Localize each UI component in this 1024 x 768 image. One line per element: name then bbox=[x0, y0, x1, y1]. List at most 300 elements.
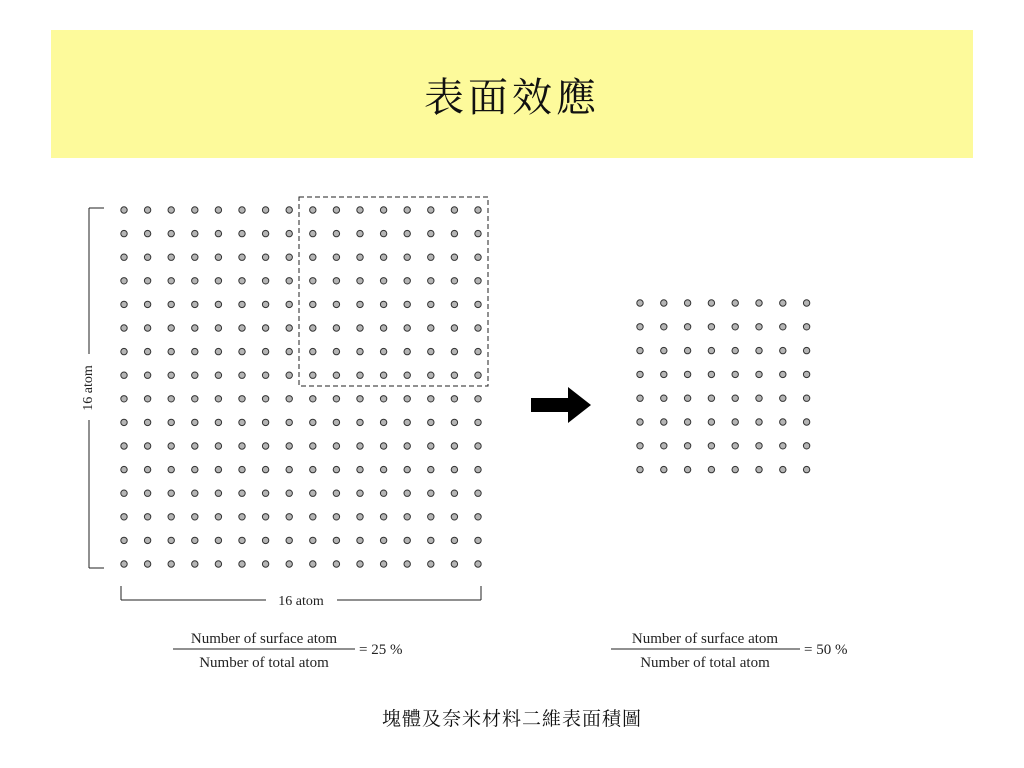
bulk-atom bbox=[144, 490, 150, 496]
nano-atom bbox=[637, 324, 643, 330]
bulk-atom bbox=[475, 372, 481, 378]
bulk-atom bbox=[192, 490, 198, 496]
bulk-atom bbox=[168, 230, 174, 236]
bulk-atom bbox=[144, 325, 150, 331]
bulk-atom bbox=[168, 278, 174, 284]
bulk-atom bbox=[333, 372, 339, 378]
bulk-atom bbox=[310, 278, 316, 284]
bulk-atom bbox=[286, 254, 292, 260]
bulk-atom bbox=[144, 207, 150, 213]
bulk-atom bbox=[333, 348, 339, 354]
width-bracket bbox=[121, 586, 481, 609]
bulk-atom bbox=[428, 254, 434, 260]
bulk-atom bbox=[310, 230, 316, 236]
bulk-atom bbox=[404, 561, 410, 567]
bulk-atom bbox=[475, 396, 481, 402]
bulk-atom bbox=[168, 325, 174, 331]
nano-atom bbox=[780, 466, 786, 472]
bulk-atom bbox=[428, 325, 434, 331]
bulk-atom bbox=[262, 561, 268, 567]
nano-atom bbox=[732, 300, 738, 306]
figure-caption: 塊體及奈米材料二維表面積圖 bbox=[381, 708, 642, 730]
bulk-atom bbox=[192, 443, 198, 449]
bulk-atom bbox=[215, 325, 221, 331]
bulk-atom bbox=[192, 419, 198, 425]
bulk-atom bbox=[192, 301, 198, 307]
bulk-atom bbox=[404, 230, 410, 236]
bulk-atom bbox=[262, 325, 268, 331]
bulk-atom bbox=[404, 254, 410, 260]
nano-denominator: Number of total atom bbox=[640, 655, 770, 671]
bulk-atom bbox=[215, 419, 221, 425]
nano-atom bbox=[708, 395, 714, 401]
bulk-atom bbox=[286, 230, 292, 236]
bulk-atom bbox=[192, 278, 198, 284]
bulk-atom bbox=[380, 325, 386, 331]
nano-atom bbox=[803, 347, 809, 353]
bulk-atom bbox=[262, 443, 268, 449]
bulk-atom bbox=[428, 278, 434, 284]
bulk-atom bbox=[121, 254, 127, 260]
nano-atom bbox=[708, 443, 714, 449]
bulk-atom bbox=[262, 230, 268, 236]
nano-atom bbox=[708, 371, 714, 377]
bulk-atom bbox=[333, 443, 339, 449]
bulk-atom bbox=[475, 207, 481, 213]
bulk-atom bbox=[428, 466, 434, 472]
nano-atom bbox=[756, 419, 762, 425]
bulk-atom bbox=[310, 207, 316, 213]
bulk-atom bbox=[333, 514, 339, 520]
bulk-atom bbox=[121, 348, 127, 354]
bulk-atom bbox=[215, 537, 221, 543]
nano-atom bbox=[684, 347, 690, 353]
bulk-atom bbox=[357, 230, 363, 236]
nano-atom-grid bbox=[637, 300, 810, 473]
bulk-atom bbox=[357, 443, 363, 449]
bulk-atom bbox=[168, 207, 174, 213]
bulk-atom bbox=[144, 348, 150, 354]
bulk-atom bbox=[475, 301, 481, 307]
nano-atom bbox=[780, 300, 786, 306]
bulk-atom bbox=[215, 396, 221, 402]
nano-atom bbox=[661, 347, 667, 353]
bulk-atom bbox=[380, 348, 386, 354]
bulk-atom bbox=[192, 348, 198, 354]
bulk-atom bbox=[404, 348, 410, 354]
bulk-atom bbox=[262, 396, 268, 402]
bulk-atom bbox=[451, 561, 457, 567]
bulk-atom bbox=[404, 396, 410, 402]
bulk-atom bbox=[144, 396, 150, 402]
bulk-atom bbox=[168, 490, 174, 496]
bulk-atom bbox=[357, 466, 363, 472]
bulk-atom bbox=[121, 514, 127, 520]
bulk-atom bbox=[168, 537, 174, 543]
bulk-atom bbox=[121, 466, 127, 472]
bulk-atom bbox=[333, 230, 339, 236]
bulk-atom bbox=[215, 301, 221, 307]
bulk-atom bbox=[333, 207, 339, 213]
bulk-atom bbox=[333, 466, 339, 472]
nano-atom bbox=[637, 347, 643, 353]
nano-atom bbox=[756, 443, 762, 449]
bulk-atom bbox=[428, 514, 434, 520]
bulk-atom bbox=[451, 419, 457, 425]
bulk-atom bbox=[286, 443, 292, 449]
nano-atom bbox=[637, 466, 643, 472]
bulk-atom bbox=[380, 514, 386, 520]
bulk-atom bbox=[286, 419, 292, 425]
bulk-atom bbox=[286, 372, 292, 378]
bulk-atom bbox=[475, 514, 481, 520]
bulk-atom bbox=[192, 325, 198, 331]
bulk-atom bbox=[121, 443, 127, 449]
bulk-atom bbox=[144, 301, 150, 307]
nano-atom bbox=[637, 300, 643, 306]
bulk-atom bbox=[286, 207, 292, 213]
bulk-atom bbox=[121, 207, 127, 213]
bulk-atom bbox=[357, 537, 363, 543]
bulk-result: = 25 % bbox=[359, 642, 403, 658]
nano-atom bbox=[780, 324, 786, 330]
bulk-atom bbox=[262, 254, 268, 260]
bulk-atom bbox=[239, 396, 245, 402]
bulk-atom bbox=[451, 396, 457, 402]
bulk-atom bbox=[121, 325, 127, 331]
bulk-atom bbox=[168, 514, 174, 520]
bulk-atom bbox=[380, 490, 386, 496]
bulk-atom bbox=[286, 561, 292, 567]
bulk-atom bbox=[451, 325, 457, 331]
bulk-atom bbox=[144, 419, 150, 425]
bulk-atom bbox=[286, 325, 292, 331]
bulk-numerator: Number of surface atom bbox=[190, 631, 338, 647]
width-label: 16 atom bbox=[278, 594, 324, 609]
bulk-atom bbox=[286, 348, 292, 354]
nano-atom bbox=[661, 371, 667, 377]
bulk-atom bbox=[357, 372, 363, 378]
bulk-atom bbox=[286, 466, 292, 472]
nano-atom bbox=[732, 466, 738, 472]
bulk-atom bbox=[357, 325, 363, 331]
bulk-atom bbox=[357, 490, 363, 496]
bulk-atom bbox=[428, 207, 434, 213]
bulk-atom bbox=[286, 490, 292, 496]
bulk-atom bbox=[380, 254, 386, 260]
bulk-atom bbox=[215, 466, 221, 472]
bulk-atom bbox=[357, 561, 363, 567]
nano-atom bbox=[637, 419, 643, 425]
bulk-atom bbox=[428, 443, 434, 449]
bulk-atom bbox=[121, 278, 127, 284]
bulk-atom bbox=[333, 278, 339, 284]
bulk-atom bbox=[262, 419, 268, 425]
bulk-atom bbox=[121, 230, 127, 236]
nano-atom bbox=[684, 443, 690, 449]
bulk-atom bbox=[144, 254, 150, 260]
bulk-atom bbox=[451, 254, 457, 260]
nano-atom bbox=[756, 395, 762, 401]
nano-result: = 50 % bbox=[804, 642, 848, 658]
bulk-atom bbox=[428, 419, 434, 425]
nano-atom bbox=[708, 324, 714, 330]
bulk-atom bbox=[286, 514, 292, 520]
nano-atom bbox=[684, 371, 690, 377]
nano-atom bbox=[732, 419, 738, 425]
bulk-atom bbox=[239, 325, 245, 331]
bulk-atom bbox=[475, 443, 481, 449]
bulk-atom bbox=[475, 466, 481, 472]
nano-atom bbox=[637, 371, 643, 377]
bulk-atom bbox=[451, 301, 457, 307]
bulk-atom bbox=[215, 372, 221, 378]
bulk-atom bbox=[310, 561, 316, 567]
bulk-denominator: Number of total atom bbox=[199, 655, 329, 671]
bulk-atom bbox=[121, 396, 127, 402]
bulk-atom bbox=[428, 230, 434, 236]
bulk-atom bbox=[357, 254, 363, 260]
bulk-atom bbox=[380, 443, 386, 449]
bulk-atom bbox=[215, 278, 221, 284]
nano-atom bbox=[661, 395, 667, 401]
bulk-atom bbox=[357, 514, 363, 520]
bulk-atom bbox=[168, 443, 174, 449]
right-arrow-icon bbox=[531, 387, 591, 423]
bulk-atom bbox=[239, 466, 245, 472]
bulk-atom bbox=[475, 490, 481, 496]
nano-atom bbox=[756, 466, 762, 472]
bulk-atom bbox=[310, 325, 316, 331]
bulk-atom bbox=[451, 348, 457, 354]
bulk-atom bbox=[121, 419, 127, 425]
bulk-atom bbox=[286, 537, 292, 543]
bulk-atom bbox=[451, 443, 457, 449]
bulk-atom bbox=[451, 207, 457, 213]
nano-atom bbox=[780, 347, 786, 353]
bulk-atom-grid bbox=[121, 207, 481, 567]
nano-atom bbox=[732, 443, 738, 449]
bulk-ratio-equation bbox=[173, 631, 402, 671]
nano-atom bbox=[803, 300, 809, 306]
bulk-atom bbox=[215, 207, 221, 213]
nano-atom bbox=[803, 466, 809, 472]
nano-atom bbox=[756, 371, 762, 377]
bulk-atom bbox=[239, 561, 245, 567]
bulk-atom bbox=[404, 466, 410, 472]
bulk-atom bbox=[380, 561, 386, 567]
bulk-atom bbox=[168, 396, 174, 402]
nano-atom bbox=[756, 347, 762, 353]
height-bracket bbox=[81, 208, 104, 568]
bulk-atom bbox=[380, 537, 386, 543]
nano-atom bbox=[732, 324, 738, 330]
bulk-atom bbox=[310, 372, 316, 378]
bulk-atom bbox=[310, 514, 316, 520]
bulk-atom bbox=[262, 301, 268, 307]
bulk-atom bbox=[239, 348, 245, 354]
bulk-atom bbox=[333, 254, 339, 260]
height-label: 16 atom bbox=[81, 365, 97, 411]
bulk-atom bbox=[239, 254, 245, 260]
bulk-atom bbox=[428, 561, 434, 567]
nano-ratio-equation bbox=[611, 631, 847, 671]
bulk-atom bbox=[380, 372, 386, 378]
bulk-atom bbox=[192, 372, 198, 378]
bulk-atom bbox=[239, 230, 245, 236]
bulk-atom bbox=[144, 278, 150, 284]
nano-atom bbox=[684, 419, 690, 425]
bulk-atom bbox=[475, 537, 481, 543]
bulk-atom bbox=[144, 372, 150, 378]
nano-atom bbox=[803, 371, 809, 377]
bulk-atom bbox=[404, 278, 410, 284]
bulk-atom bbox=[121, 490, 127, 496]
bulk-atom bbox=[239, 419, 245, 425]
bulk-atom bbox=[286, 396, 292, 402]
bulk-atom bbox=[215, 254, 221, 260]
nano-atom bbox=[708, 347, 714, 353]
bulk-atom bbox=[451, 230, 457, 236]
nano-atom bbox=[684, 466, 690, 472]
bulk-atom bbox=[428, 537, 434, 543]
bulk-atom bbox=[380, 419, 386, 425]
bulk-atom bbox=[121, 372, 127, 378]
bulk-atom bbox=[357, 207, 363, 213]
bulk-atom bbox=[192, 537, 198, 543]
bulk-atom bbox=[333, 537, 339, 543]
nano-atom bbox=[780, 419, 786, 425]
bulk-atom bbox=[168, 301, 174, 307]
bulk-atom bbox=[428, 301, 434, 307]
bulk-atom bbox=[144, 514, 150, 520]
bulk-atom bbox=[262, 207, 268, 213]
bulk-atom bbox=[404, 372, 410, 378]
bulk-atom bbox=[310, 490, 316, 496]
bulk-atom bbox=[333, 301, 339, 307]
bulk-atom bbox=[192, 396, 198, 402]
nano-atom bbox=[637, 443, 643, 449]
bulk-atom bbox=[192, 514, 198, 520]
bulk-atom bbox=[428, 396, 434, 402]
bulk-atom bbox=[310, 466, 316, 472]
bulk-atom bbox=[404, 207, 410, 213]
bulk-atom bbox=[333, 419, 339, 425]
bulk-atom bbox=[475, 278, 481, 284]
bulk-atom bbox=[239, 537, 245, 543]
bulk-atom bbox=[310, 254, 316, 260]
bulk-atom bbox=[451, 514, 457, 520]
bulk-atom bbox=[262, 490, 268, 496]
bulk-atom bbox=[144, 561, 150, 567]
bulk-atom bbox=[310, 396, 316, 402]
bulk-atom bbox=[451, 372, 457, 378]
bulk-atom bbox=[357, 419, 363, 425]
nano-atom bbox=[708, 300, 714, 306]
bulk-atom bbox=[380, 466, 386, 472]
bulk-atom bbox=[192, 207, 198, 213]
bulk-atom bbox=[215, 230, 221, 236]
bulk-atom bbox=[404, 301, 410, 307]
bulk-atom bbox=[404, 325, 410, 331]
nano-atom bbox=[803, 395, 809, 401]
bulk-atom bbox=[333, 561, 339, 567]
bulk-atom bbox=[262, 514, 268, 520]
bulk-atom bbox=[475, 230, 481, 236]
bulk-atom bbox=[239, 301, 245, 307]
bulk-atom bbox=[310, 301, 316, 307]
bulk-atom bbox=[380, 207, 386, 213]
bulk-atom bbox=[215, 443, 221, 449]
bulk-atom bbox=[168, 466, 174, 472]
nano-atom bbox=[684, 395, 690, 401]
bulk-atom bbox=[380, 278, 386, 284]
bulk-atom bbox=[333, 396, 339, 402]
nano-atom bbox=[803, 443, 809, 449]
nano-atom bbox=[732, 395, 738, 401]
bulk-atom bbox=[357, 396, 363, 402]
bulk-atom bbox=[404, 514, 410, 520]
nano-atom bbox=[756, 300, 762, 306]
bulk-atom bbox=[404, 490, 410, 496]
bulk-atom bbox=[168, 561, 174, 567]
bulk-atom bbox=[144, 537, 150, 543]
bulk-atom bbox=[380, 230, 386, 236]
bulk-atom bbox=[357, 278, 363, 284]
bulk-atom bbox=[215, 490, 221, 496]
nano-atom bbox=[780, 443, 786, 449]
bulk-atom bbox=[215, 348, 221, 354]
bulk-atom bbox=[239, 372, 245, 378]
nano-atom bbox=[684, 324, 690, 330]
selection-dashed-box bbox=[299, 197, 488, 386]
bulk-atom bbox=[144, 230, 150, 236]
bulk-atom bbox=[121, 561, 127, 567]
bulk-atom bbox=[192, 561, 198, 567]
bulk-atom bbox=[286, 278, 292, 284]
nano-atom bbox=[708, 419, 714, 425]
nano-atom bbox=[803, 324, 809, 330]
bulk-atom bbox=[475, 561, 481, 567]
bulk-atom bbox=[192, 466, 198, 472]
nano-atom bbox=[661, 419, 667, 425]
nano-atom bbox=[708, 466, 714, 472]
bulk-atom bbox=[192, 254, 198, 260]
nano-atom bbox=[780, 371, 786, 377]
bulk-atom bbox=[310, 348, 316, 354]
bulk-atom bbox=[451, 278, 457, 284]
bulk-atom bbox=[333, 325, 339, 331]
bulk-atom bbox=[262, 537, 268, 543]
nano-atom bbox=[803, 419, 809, 425]
bulk-atom bbox=[262, 278, 268, 284]
bulk-atom bbox=[286, 301, 292, 307]
bulk-atom bbox=[451, 537, 457, 543]
bulk-atom bbox=[475, 254, 481, 260]
nano-atom bbox=[780, 395, 786, 401]
bulk-atom bbox=[404, 443, 410, 449]
nano-atom bbox=[661, 324, 667, 330]
bulk-atom bbox=[310, 537, 316, 543]
bulk-atom bbox=[262, 372, 268, 378]
bulk-atom bbox=[121, 301, 127, 307]
bulk-atom bbox=[215, 514, 221, 520]
bulk-atom bbox=[357, 348, 363, 354]
bulk-atom bbox=[428, 348, 434, 354]
nano-atom bbox=[732, 371, 738, 377]
bulk-atom bbox=[168, 254, 174, 260]
nano-atom bbox=[661, 300, 667, 306]
